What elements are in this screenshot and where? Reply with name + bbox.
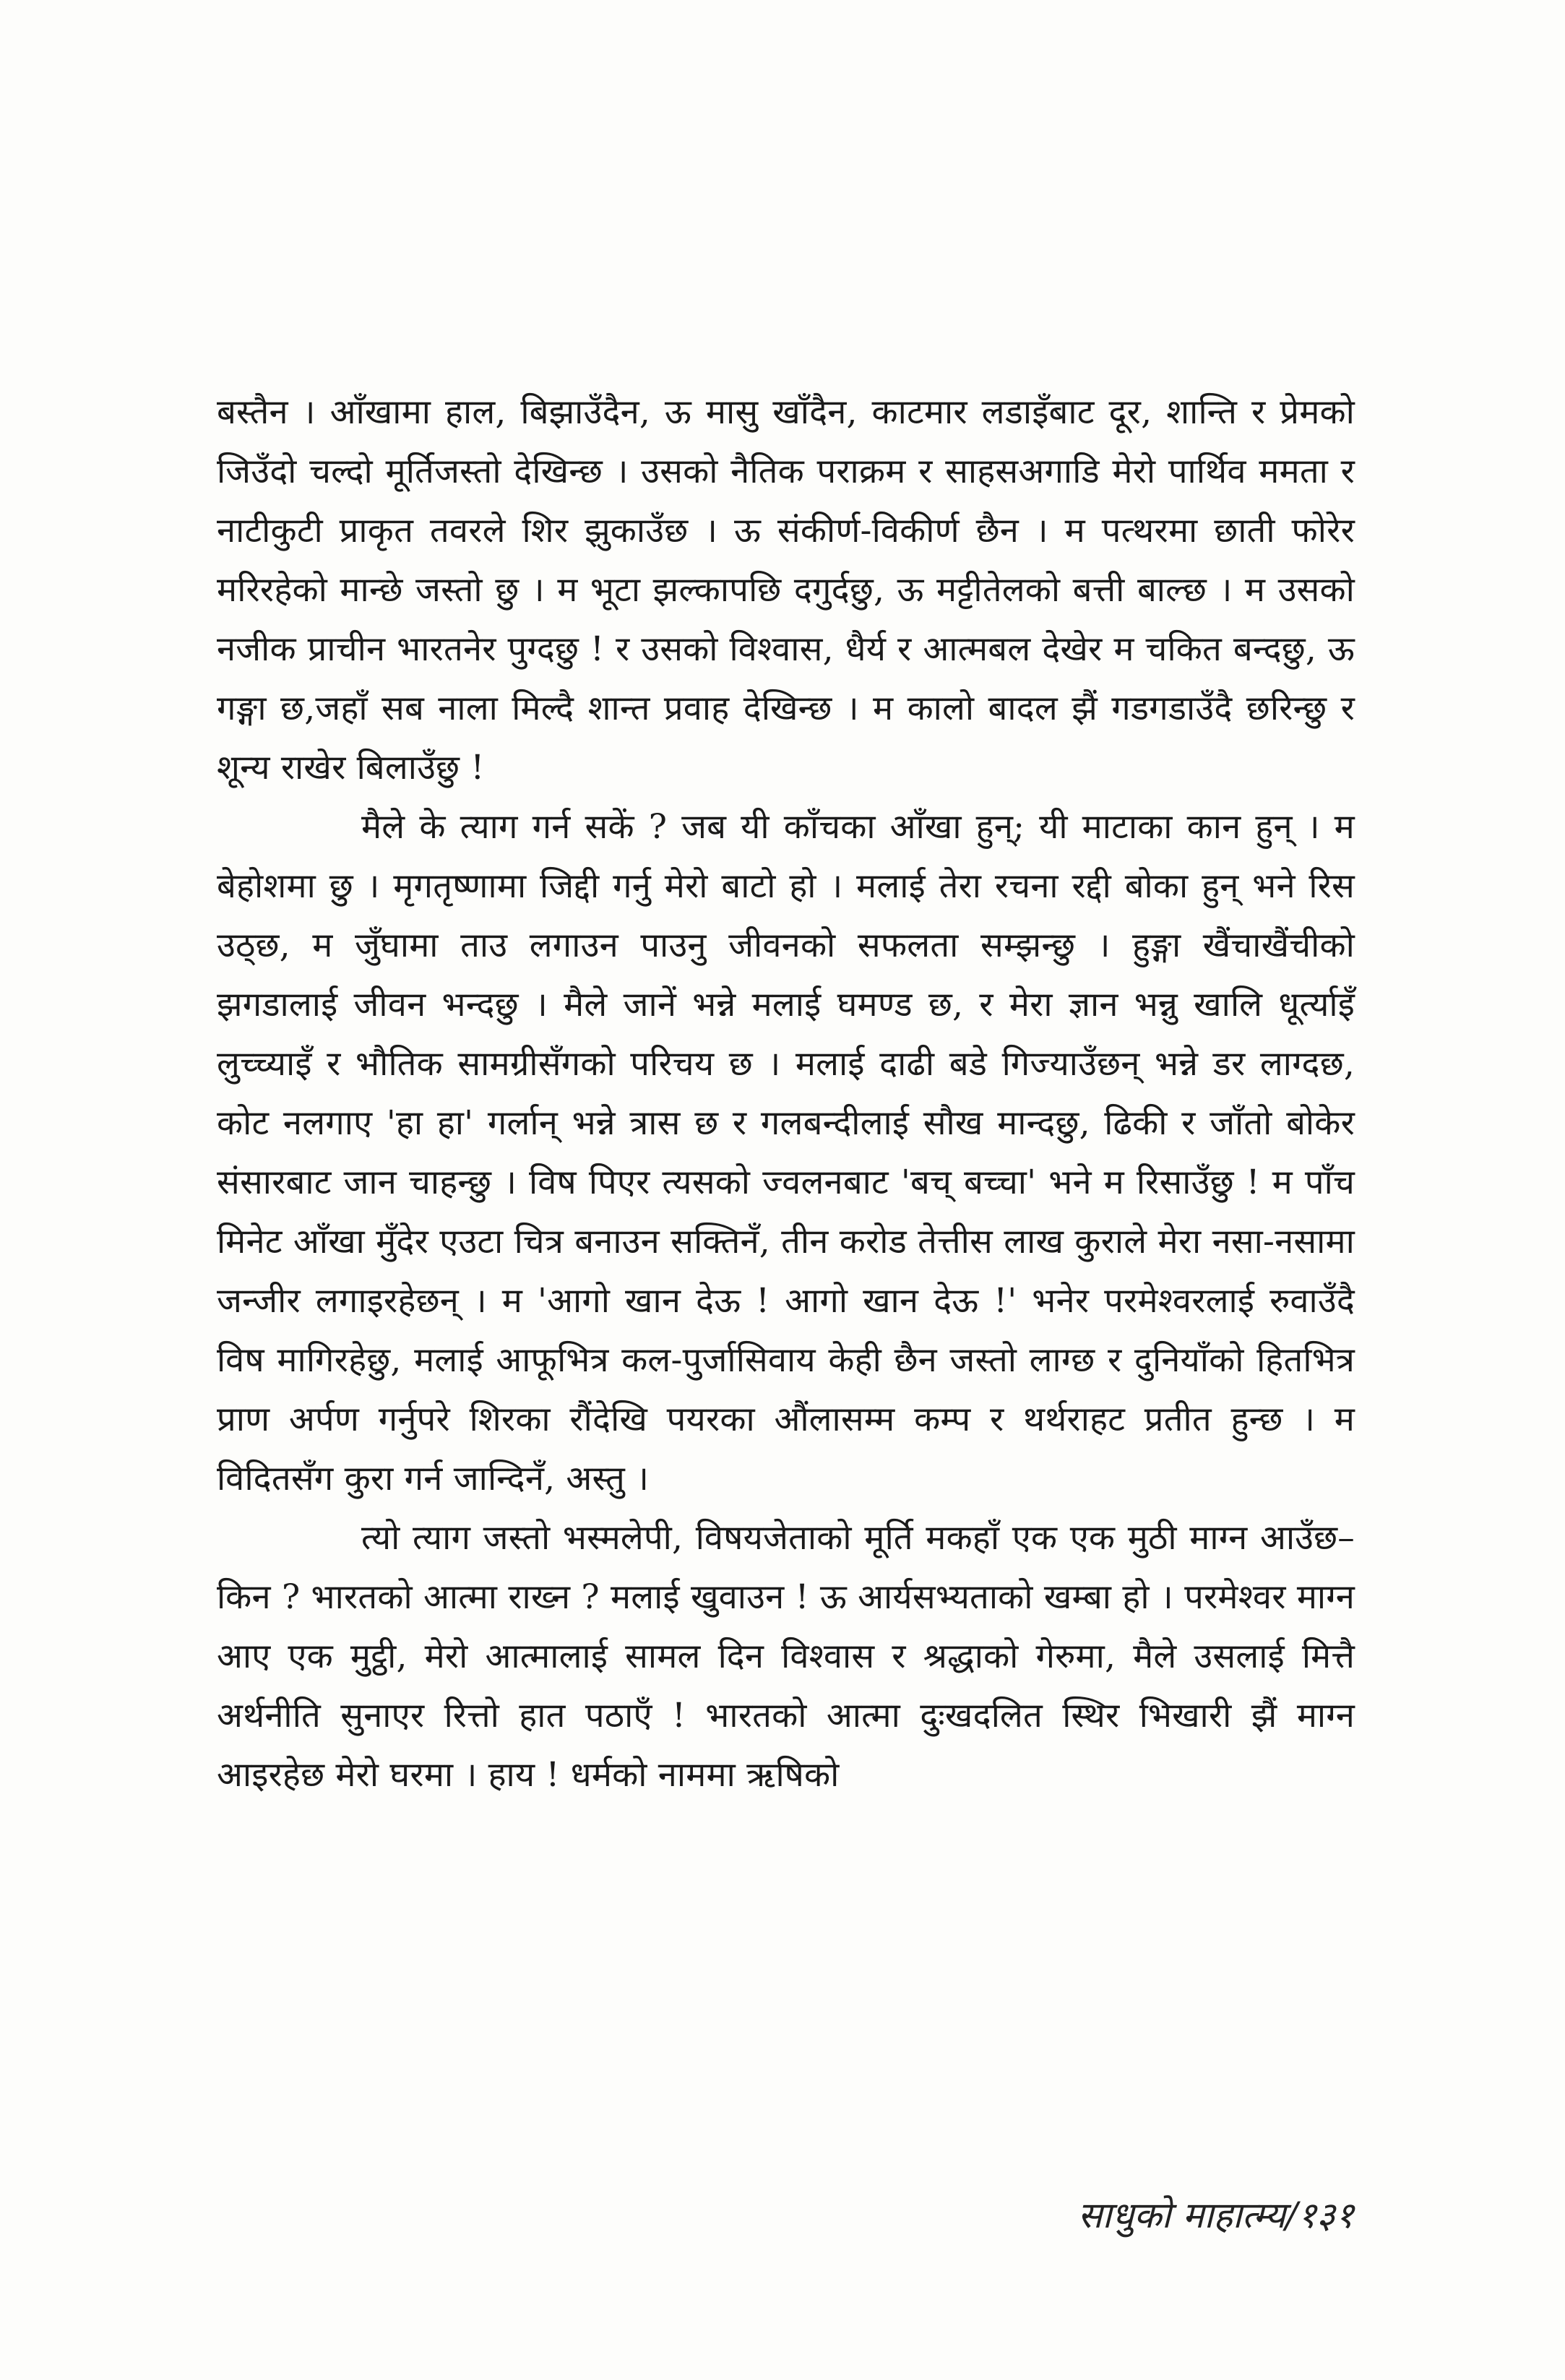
body-text [217, 383, 1355, 1805]
paragraph-3: त्यो त्याग जस्तो भस्मलेपी, विषयजेताको मूर्ति मकहाँ एक एक मुठी माग्न आउँछ–किन ? भारतको आत्मा राख्न ? मलाई खुवाउन ! ऊ आर्यसभ्यताको खम्बा हो । परमेश्वर माग्न आए एक मुट्ठी, मेरो आत्मालाई सामल दिन विश्वास र श्रद्धाको गेरुमा, मैले उसलाई मित्तै अर्थनीति सुनाएर रित्तो हात पठाएँ ! भारतको आत्मा दुःखदलित स्थिर भिखारी झैं माग्न आइरहेछ मेरो घरमा । हाय ! धर्मको नाममा ऋषिको [217, 1518, 1355, 1795]
paragraph-1: बस्तैन । आँखामा हाल, बिझाउँदैन, ऊ मासु खाँदैन, काटमार लडाइँबाट दूर, शान्ति र प्रेमको जिउँदो चल्दो मूर्तिजस्तो देखिन्छ । उसको नैतिक पराक्रम र साहसअगाडि मेरो पार्थिव ममता र नाटीकुटी प्राकृत तवरले शिर झुकाउँछ । ऊ संकीर्ण-विकीर्ण छैन । म पत्थरमा छाती फोरेर मरिरहेको मान्छे जस्तो छु । म भूटा झल्कापछि दगुर्दछु, ऊ मट्टीतेलको बत्ती बाल्छ । म उसको नजीक प्राचीन भारतनेर पुग्दछु ! र उसको विश्वास, धैर्य र आत्मबल देखेर म चकित बन्दछु, ऊ गङ्गा छ,जहाँ सब नाला मिल्दै शान्त प्रवाह देखिन्छ । म कालो बादल झैं गडगडाउँदै छरिन्छु र शून्य राखेर बिलाउँछु ! [217, 392, 1355, 788]
paragraph-2: मैले के त्याग गर्न सकें ? जब यी काँचका आँखा हुन्; यी माटाका कान हुन् । म बेहोशमा छु । मृगतृष्णामा जिद्दी गर्नु मेरो बाटो हो । मलाई तेरा रचना रद्दी बोका हुन् भने रिस उठ्छ, म जुँघामा ताउ लगाउन पाउनु जीवनको सफलता सम्झन्छु । हुङ्गा खैंचाखैंचीको झगडालाई जीवन भन्दछु । मैले जानें भन्ने मलाई घमण्ड छ, र मेरा ज्ञान भन्नु खालि धूर्त्याइँ लुच्च्याइँ र भौतिक सामग्रीसँगको परिचय छ । मलाई दाढी बडे गिज्याउँछन् भन्ने डर लाग्दछ, कोट नलगाए 'हा हा' गर्लान् भन्ने त्रास छ र गलबन्दीलाई सौख मान्दछु, ढिकी र जाँतो बोकेर संसारबाट जान चाहन्छु । विष पिएर त्यसको ज्वलनबाट 'बच् बच्चा' भने म रिसाउँछु ! म पाँच मिनेट आँखा मुँदेर एउटा चित्र बनाउन सक्तिनँ, तीन करोड तेत्तीस लाख कुराले मेरा नसा-नसामा जन्जीर लगाइरहेछन् । म 'आगो खान देऊ ! आगो खान देऊ !' भनेर परमेश्वरलाई रुवाउँदै विष मागिरहेछु, मलाई आफूभित्र कल-पुर्जासिवाय केही छैन जस्तो लाग्छ र दुनियाँको हितभित्र प्राण अर्पण गर्नुपरे शिरका रौंदेखि पयरका औंलासम्म कम्प र थर्थराहट प्रतीत हुन्छ । म विदितसँग कुरा गर्न जान्दिनँ, अस्तु । [217, 807, 1355, 1499]
running-footer: साधुको माहात्म्य/१३१ [1077, 2194, 1354, 2236]
